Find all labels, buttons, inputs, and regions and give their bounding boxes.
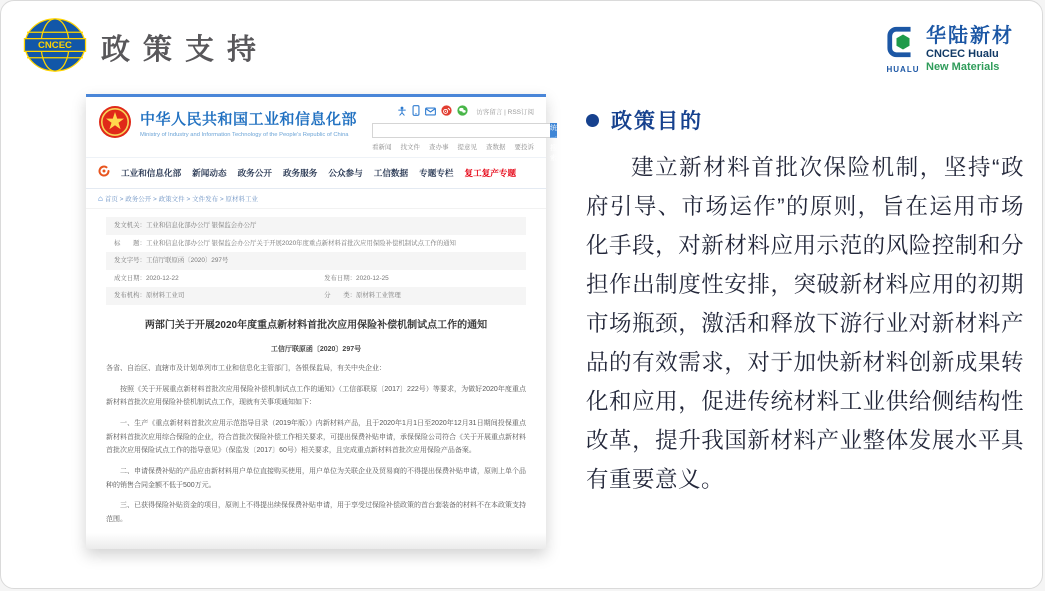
hualu-name-en1: CNCEC Hualu bbox=[926, 48, 999, 60]
doc-paragraph: 二、申请保费补贴的产品应由新材料用户单位直接购买使用，用户单位为关联企业及贸易商的不得提出保费补贴申请，原则上单个品种的销售合同金额不低于500万元。 bbox=[106, 467, 526, 489]
nav-item-participation[interactable]: 公众参与 bbox=[328, 168, 363, 178]
nav-item-news[interactable]: 新闻动态 bbox=[192, 168, 227, 178]
hualu-name-en2: New Materials bbox=[926, 60, 1000, 73]
webpage-masthead bbox=[86, 97, 557, 162]
quick-link-files[interactable]: 找文件 bbox=[400, 144, 420, 151]
hualu-logo-text: HUALU bbox=[886, 65, 920, 74]
national-emblem-icon bbox=[98, 105, 132, 151]
hualu-name-cn: 华陆新材 bbox=[926, 25, 1014, 47]
document-body bbox=[106, 362, 526, 526]
mail-icon[interactable] bbox=[425, 103, 436, 121]
miit-swirl-icon bbox=[98, 164, 110, 182]
nav-item-resume-work[interactable]: 复工复产专题 bbox=[464, 168, 517, 178]
meta-row-agency: 发布机构： 原材料工业司 分 类： 原材料工业管理 bbox=[106, 287, 526, 305]
doc-paragraph: 各省、自治区、直辖市及计划单列市工业和信息化主管部门，各银保监局，有关中央企业： bbox=[106, 365, 386, 373]
policy-purpose-text: 建立新材料首批次保险机制，坚持“政府引导、市场运作”的原则，旨在运用市场化手段，对新材料应用示范的风险控制和分担作出制度性安排，突破新材料应用的初期市场瓶颈，激活和释放下游行业对新材料产品的有效需求，对于加快新材料创新成果转化和应用，促进传统材料工业供给侧结构性改革，提升我国新材料产业整体发展水平具有重要意义。 bbox=[586, 155, 1024, 492]
quick-link-services[interactable]: 查办事 bbox=[429, 144, 449, 151]
quick-link-news[interactable]: 看新闻 bbox=[372, 144, 392, 151]
nav-item-topics[interactable]: 专题专栏 bbox=[419, 168, 454, 178]
mobile-icon[interactable] bbox=[412, 103, 420, 121]
document-title: 两部门关于开展2020年度重点新材料首批次应用保险补偿机制试点工作的通知 bbox=[144, 320, 488, 332]
nav-item-disclosure[interactable]: 政务公开 bbox=[237, 168, 272, 178]
cncec-globe-icon bbox=[23, 17, 87, 78]
policy-purpose-heading: 政策目的 bbox=[611, 110, 703, 133]
wechat-icon[interactable] bbox=[457, 103, 468, 121]
search-button[interactable]: 统一搜索 bbox=[550, 125, 557, 162]
weibo-icon[interactable] bbox=[441, 103, 452, 121]
doc-meta-table bbox=[106, 217, 526, 305]
quick-link-suggest[interactable]: 提意见 bbox=[457, 144, 477, 151]
ministry-subtitle: Ministry of Industry and Information Technology of the People's Republic of China bbox=[140, 132, 349, 138]
quick-link-data[interactable]: 查数据 bbox=[486, 144, 506, 151]
doc-paragraph: 一、生产《重点新材料首批次应用示范指导目录（2019年版）》内新材料产品，且于2020年1月1日至2020年12月31日期间投保重点新材料首批次应用综合保险的企业，符合首批次保险补偿工作相关要求，可提出保费补贴申请，承保保险公司符合《关于开展重点新材料首批次应用保险试点工作的指导意见》（保监发〔2017〕60号）相关要求，且完成重点新材料首批次应用保险产品备案。 bbox=[106, 419, 526, 455]
screenshot-bottom-fade bbox=[86, 533, 546, 549]
doc-paragraph: 三、已获得保险补贴资金的项目，原则上不得提出续保保费补贴申请，用于享受过保险补偿政策的首台套装备的材料不在本政策支持范围。 bbox=[106, 502, 526, 523]
nav-item-data[interactable]: 工信数据 bbox=[373, 168, 409, 178]
home-icon: ⌂ bbox=[98, 194, 103, 203]
bullet-icon bbox=[586, 114, 599, 127]
webpage-content bbox=[86, 209, 546, 526]
hualu-bracket-icon bbox=[886, 46, 920, 63]
quick-links bbox=[372, 142, 534, 151]
svg-text:CNCEC: CNCEC bbox=[38, 40, 72, 52]
ministry-title: 中华人民共和国工业和信息化部 bbox=[140, 111, 358, 128]
webpage-navbar bbox=[86, 157, 546, 189]
meta-row-title: 标 题： 工业和信息化部办公厅 银保监会办公厅关于开展2020年度重点新材料首批次应用保险补偿机制试点工作的通知 bbox=[114, 239, 456, 247]
accessibility-icon[interactable] bbox=[397, 103, 407, 121]
quick-link-complaint[interactable]: 要投诉 bbox=[514, 144, 534, 151]
slide-header bbox=[23, 17, 269, 78]
nav-item-services[interactable]: 政务服务 bbox=[282, 168, 318, 178]
meta-row-number: 发文字号： 工信厅联原函〔2020〕297号 bbox=[106, 252, 526, 270]
document-number: 工信厅联原函〔2020〕297号 bbox=[270, 346, 362, 354]
visitor-links[interactable]: 访客留言 | RSS订阅 bbox=[476, 109, 534, 116]
breadcrumb[interactable]: ⌂ 首页 > 政务公开 > 政策文件 > 文件发布 > 原材料工业 bbox=[86, 189, 546, 209]
doc-paragraph: 按照《关于开展重点新材料首批次应用保险补偿机制试点工作的通知》（工信部联原〔2017〕222号）等要求，为做好2020年度重点新材料首批次应用保险补偿机制试点工作，现就有关事项通知如下： bbox=[106, 385, 526, 407]
meta-row-issuer: 发文机关： 工业和信息化部办公厅 银保监会办公厅 bbox=[106, 217, 526, 235]
search-input[interactable] bbox=[372, 123, 550, 138]
miit-webpage-screenshot bbox=[86, 94, 557, 549]
nav-item-miit[interactable]: 工业和信息化部 bbox=[121, 168, 182, 178]
page-title: 政策支持 bbox=[101, 32, 270, 66]
hualu-logo bbox=[886, 25, 1014, 74]
meta-row-dates: 成文日期： 2020-12-22 发布日期： 2020-12-25 bbox=[114, 274, 389, 282]
policy-purpose-section bbox=[586, 105, 1024, 499]
